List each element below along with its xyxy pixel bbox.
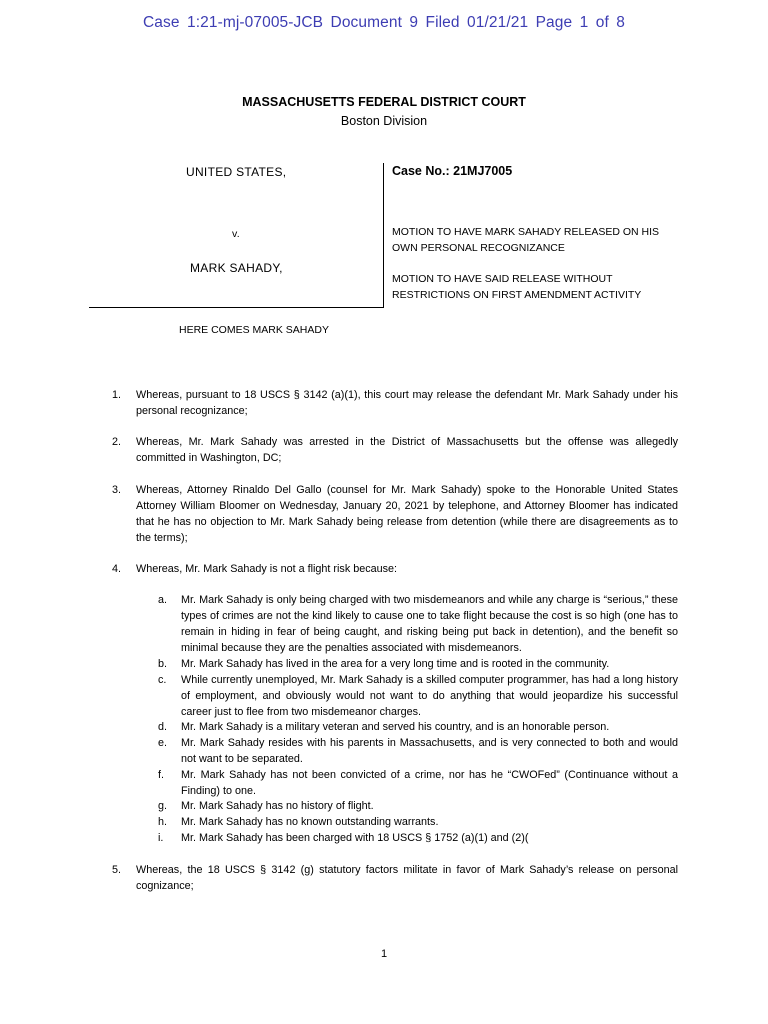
paragraph-text: Whereas, Mr. Mark Sahady is not a flight risk because: (136, 563, 398, 575)
subitem-text: Mr. Mark Sahady has no history of flight. (181, 800, 374, 812)
intro-line: HERE COMES MARK SAHADY (179, 324, 329, 336)
paragraph-number: 4. (112, 563, 122, 575)
paragraph-number: 2. (112, 436, 122, 448)
caption-versus: v. (232, 228, 240, 240)
subitem-letter: i. (158, 832, 164, 844)
paragraph-text: Whereas, the 18 USCS § 3142 (g) statutory factors militate in favor of Mark Sahady’s release on personal cognizance; (136, 864, 678, 892)
subitem-text: Mr. Mark Sahady is a military veteran and served his country, and is an honorable person. (181, 721, 610, 733)
motion-restrictions-line-1: MOTION TO HAVE SAID RELEASE WITHOUT (392, 273, 613, 285)
paragraph-text: Whereas, Attorney Rinaldo Del Gallo (counsel for Mr. Mark Sahady) spoke to the Honorable United States Attorney William Bloomer on Wednesday, January 20, 2021 by telephone, and Attorney Bloomer has indicated that he has no objection to Mr. Mark Sahady being release from detention (while there are disagreements as to the terms); (136, 484, 678, 544)
paragraph-number: 1. (112, 389, 122, 401)
subitem-letter: c. (158, 674, 167, 686)
paragraph-text: Whereas, Mr. Mark Sahady was arrested in the District of Massachusetts but the offense was allegedly committed in Washington, DC; (136, 436, 678, 464)
motion-release-title (392, 224, 682, 256)
header-page-count: Page 1 of 8 (535, 14, 625, 31)
ecf-header (0, 14, 768, 32)
subitem-text: Mr. Mark Sahady is only being charged with two misdemeanors and while any charge is “serious,” these types of crimes are not the kind likely to cause one to take flight because the cost is so high (one has to remain in hiding in fear of being caught, and risking being put back in detention), and the benefit so minimal because they are the penalties associated with misdemeanors. (181, 594, 678, 654)
subitem-text: Mr. Mark Sahady has lived in the area for a very long time and is rooted in the community. (181, 658, 610, 670)
paragraph-text: Whereas, pursuant to 18 USCS § 3142 (a)(1), this court may release the defendant Mr. Mark Sahady under his personal recognizance; (136, 389, 678, 417)
caption-horizontal-divider (89, 307, 384, 308)
paragraph-number: 3. (112, 484, 122, 496)
subitem-letter: h. (158, 816, 168, 828)
subitem-letter: e. (158, 737, 168, 749)
page-number: 1 (380, 948, 388, 960)
caption-defendant: MARK SAHADY, (190, 261, 283, 275)
caption-plaintiff: UNITED STATES, (186, 165, 287, 179)
caption-vertical-divider (383, 163, 384, 308)
subitem-letter: f. (158, 769, 164, 781)
subitem-text: Mr. Mark Sahady has no known outstanding warrants. (181, 816, 439, 828)
subitem-letter: a. (158, 594, 168, 606)
motion-restrictions-title (392, 271, 682, 303)
paragraph-number: 5. (112, 864, 122, 876)
case-number: Case No.: 21MJ7005 (392, 164, 513, 178)
subitem-letter: b. (158, 658, 168, 670)
subitem-text: Mr. Mark Sahady has not been convicted of a crime, nor has he “CWOFed” (Continuance without a Finding) to one. (181, 769, 678, 797)
subitem-text: While currently unemployed, Mr. Mark Sahady is a skilled computer programmer, has had a long history of employment, and obviously would not want to do anything that would jeopardize his successful career just to flee from two misdemeanor charges. (181, 674, 678, 718)
court-division: Boston Division (340, 114, 428, 128)
header-filed-date: Filed 01/21/21 (425, 14, 529, 31)
subitem-letter: d. (158, 721, 168, 733)
court-name: MASSACHUSETTS FEDERAL DISTRICT COURT (242, 95, 526, 109)
subitem-text: Mr. Mark Sahady resides with his parents in Massachusetts, and is very connected to both and would not want to be separated. (181, 737, 678, 765)
header-document-number: Document 9 (330, 14, 419, 31)
header-case-number: Case 1:21-mj-07005-JCB (143, 14, 324, 31)
motion-release-line-1: MOTION TO HAVE MARK SAHADY RELEASED ON HIS (392, 226, 660, 238)
subitem-letter: g. (158, 800, 168, 812)
subitem-text: Mr. Mark Sahady has been charged with 18 USCS § 1752 (a)(1) and (2)( (181, 832, 529, 844)
motion-release-line-2: OWN PERSONAL RECOGNIZANCE (392, 242, 565, 254)
motion-restrictions-line-2: RESTRICTIONS ON FIRST AMENDMENT ACTIVITY (392, 289, 642, 301)
